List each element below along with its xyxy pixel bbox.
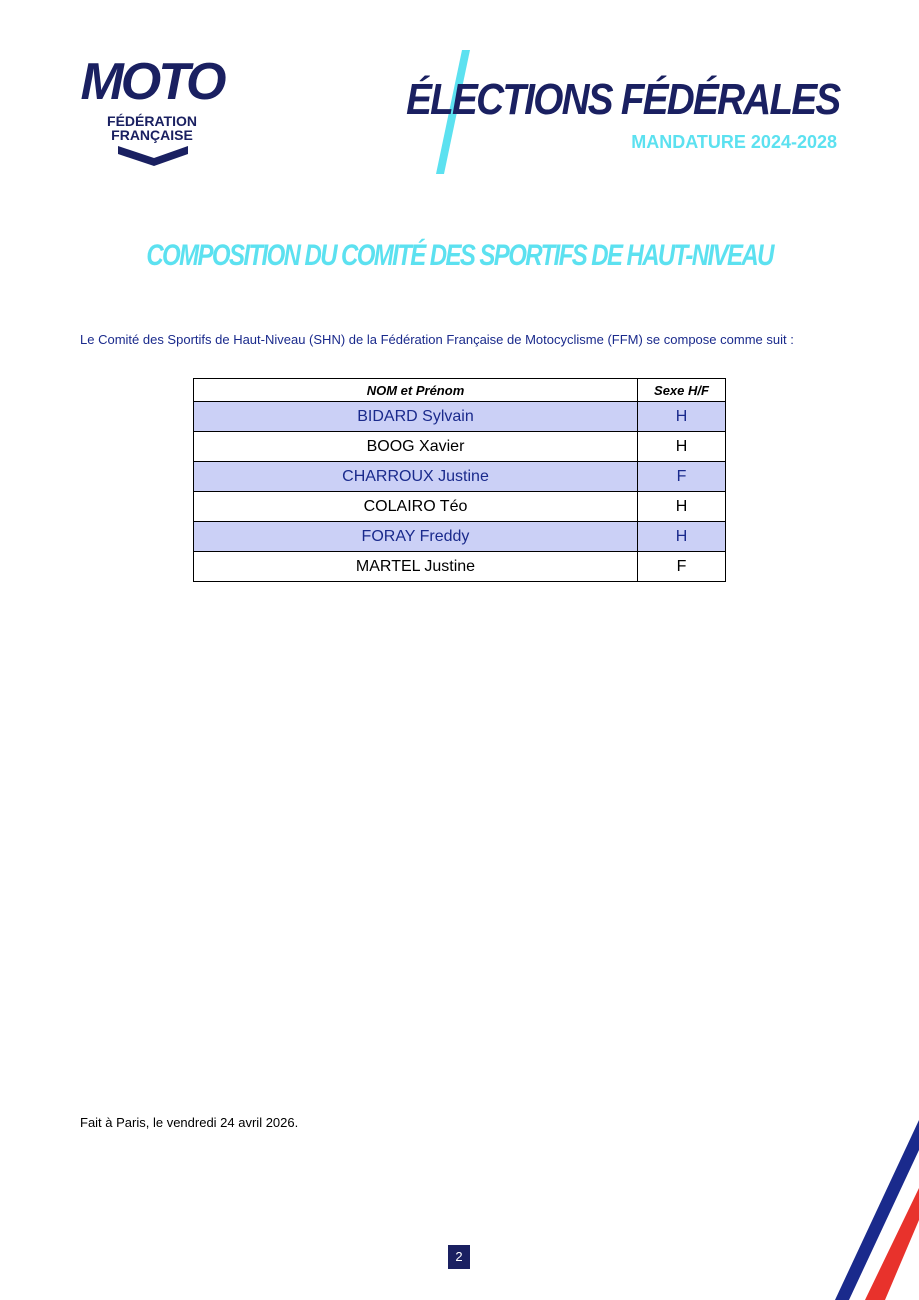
column-header-name: NOM et Prénom (194, 379, 638, 402)
member-sex: H (638, 492, 726, 522)
table-row (194, 432, 726, 462)
logo-brand-text: MOTO (80, 53, 224, 111)
member-sex: H (638, 432, 726, 462)
tricolor-stripes-decoration (835, 1120, 919, 1300)
member-sex: F (638, 552, 726, 582)
table-row (194, 462, 726, 492)
member-name: COLAIRO Téo (194, 492, 638, 522)
logo-line-1: FÉDÉRATION (107, 113, 197, 129)
table-row (194, 552, 726, 582)
member-sex: F (638, 462, 726, 492)
member-sex: H (638, 522, 726, 552)
ffm-logo (76, 54, 228, 169)
member-name: BIDARD Sylvain (194, 402, 638, 432)
table-row (194, 402, 726, 432)
table-row (194, 492, 726, 522)
intro-paragraph: Le Comité des Sportifs de Haut-Niveau (SHN) de la Fédération Française de Motocyclisme (FFM) se compose comme suit : (80, 332, 794, 347)
member-name: MARTEL Justine (194, 552, 638, 582)
member-name: FORAY Freddy (194, 522, 638, 552)
table-header-row (194, 379, 726, 402)
member-sex: H (638, 402, 726, 432)
document-title (0, 236, 919, 276)
document-title-text: COMPOSITION DU COMITÉ DES SPORTIFS DE HAUT-NIVEAU (146, 239, 773, 272)
signature-line: Fait à Paris, le vendredi 24 avril 2026. (80, 1115, 299, 1130)
composition-table (193, 378, 726, 582)
column-header-sex: Sexe H/F (638, 379, 726, 402)
member-name: CHARROUX Justine (194, 462, 638, 492)
logo-line-2: FRANÇAISE (111, 127, 193, 143)
elections-title: ÉLECTIONS FÉDÉRALES (405, 75, 839, 124)
logo-chevron-icon (76, 54, 228, 169)
member-name: BOOG Xavier (194, 432, 638, 462)
table-row (194, 522, 726, 552)
page-number: 2 (448, 1245, 470, 1269)
mandature-subtitle: MANDATURE 2024-2028 (631, 132, 837, 152)
